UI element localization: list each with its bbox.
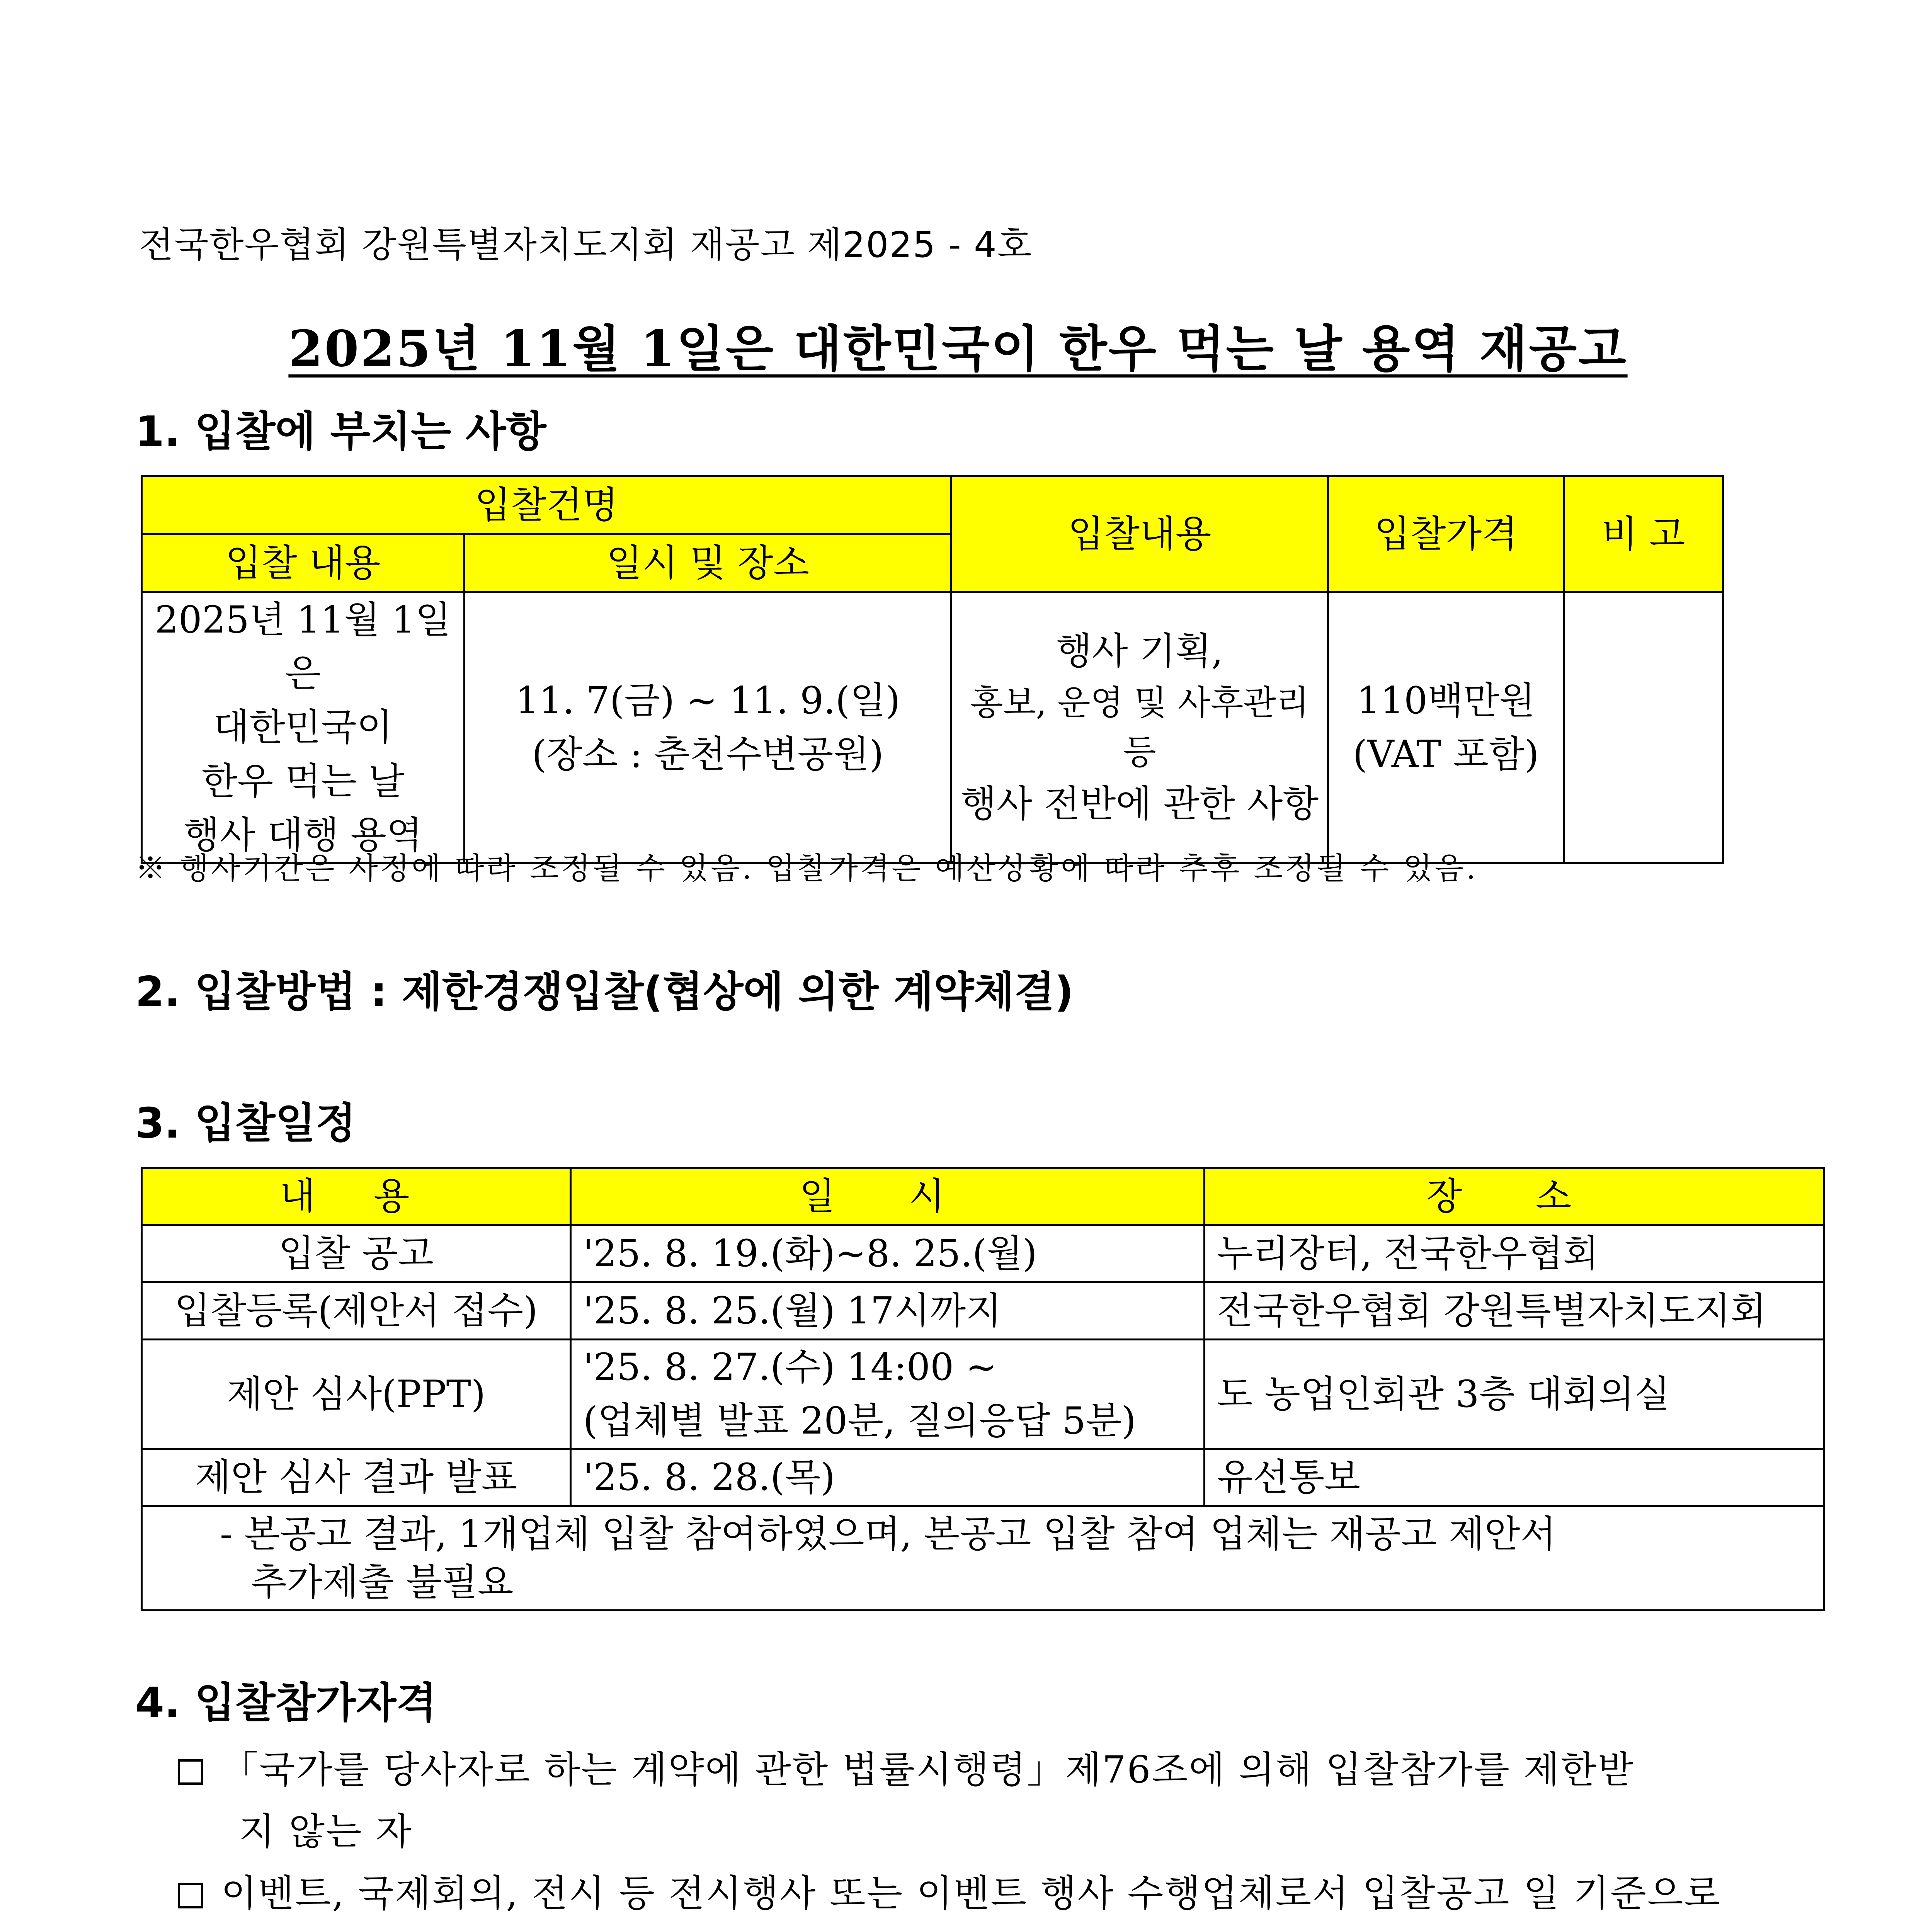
table-row (142, 1449, 1824, 1506)
header-schedule-date: 일 시 (571, 1168, 1205, 1225)
bid-content-line: 한우 먹는 날 (201, 759, 405, 803)
header-bid-content: 입찰 내용 (142, 534, 465, 592)
qualification-item (178, 1862, 1762, 1932)
table-row (142, 1225, 1824, 1282)
header-schedule-content: 내 용 (142, 1168, 571, 1225)
header-bid-price: 입찰가격 (1328, 476, 1564, 592)
schedule-date-line: '25. 8. 27.(수) 14:00 ~ (583, 1345, 997, 1389)
header-schedule-place: 장 소 (1205, 1168, 1824, 1225)
schedule-place: 전국한우협회 강원특별자치도지회 (1205, 1282, 1824, 1340)
table-row (142, 1282, 1824, 1340)
bid-content-line: 대한민국이 (213, 706, 393, 749)
qualification-cont: 지 않는 자 (239, 1810, 413, 1853)
header-bid-name: 입찰건명 (142, 476, 951, 534)
document-title: 2025년 11월 1일은 대한민국이 한우 먹는 날 용역 재공고 (288, 320, 1628, 378)
price-line: (VAT 포함) (1353, 732, 1539, 776)
schedule-place: 유선통보 (1205, 1449, 1824, 1506)
datetime-line: 11. 7(금) ~ 11. 9.(일) (515, 679, 900, 722)
cell-bid-detail (951, 592, 1328, 863)
qualification-text: 이벤트, 국제회의, 전시 등 전시행사 또는 이벤트 행사 수행업체로서 입찰공고 일 기준으로 (221, 1872, 1722, 1915)
price-line: 110백만원 (1356, 679, 1535, 722)
cell-bid-content (142, 592, 465, 863)
header-bid-detail: 입찰내용 (951, 476, 1328, 592)
cell-note (1564, 592, 1723, 863)
section1-heading: 1. 입찰에 부치는 사항 (135, 408, 546, 456)
remark-line: - 본공고 결과, 1개업체 입찰 참여하였으며, 본공고 입찰 참여 업체는 재공고 제안서 (220, 1512, 1556, 1556)
bid-detail-line: 홍보, 운영 및 사후관리 등 (970, 683, 1309, 772)
section4-heading: 4. 입찰참가자격 (135, 1679, 437, 1727)
header-datetime-place: 일시 및 장소 (465, 534, 951, 592)
schedule-place: 누리장터, 전국한우협회 (1205, 1225, 1824, 1282)
schedule-remark (142, 1506, 1824, 1611)
remark-line: 추가제출 불필요 (251, 1560, 514, 1604)
cell-datetime-place (465, 592, 951, 863)
checkbox-icon (178, 1883, 203, 1908)
schedule-date (571, 1340, 1205, 1449)
bid-schedule-table (141, 1167, 1825, 1611)
bid-content-line: 행사 대행 용역 (184, 813, 422, 857)
bid-item-table (141, 475, 1724, 864)
table-row (142, 1340, 1824, 1449)
qualification-cont (178, 1924, 1762, 1932)
checkbox-icon (178, 1759, 203, 1785)
qualification-item (178, 1739, 1762, 1862)
schedule-content: 제안 심사 결과 발표 (142, 1449, 571, 1506)
schedule-date: '25. 8. 28.(목) (571, 1449, 1205, 1506)
schedule-place: 도 농업인회관 3층 대회의실 (1205, 1340, 1824, 1449)
schedule-content: 제안 심사(PPT) (142, 1340, 571, 1449)
header-note: 비 고 (1564, 476, 1723, 592)
section3-heading: 3. 입찰일정 (135, 1099, 356, 1148)
place-line: (장소 : 춘천수변공원) (532, 732, 884, 776)
schedule-date: '25. 8. 19.(화)~8. 25.(월) (571, 1225, 1205, 1282)
bid-detail-line: 행사 기획, (1056, 629, 1223, 673)
bid-content-line: 2025년 11월 1일은 (155, 598, 451, 696)
section2-heading: 2. 입찰방법 : 제한경쟁입찰(협상에 의한 계약체결) (135, 968, 1074, 1016)
qualification-text: 「국가를 당사자로 하는 계약에 관한 법률시행령」제76조에 의해 입찰참가를 제한받 (221, 1748, 1635, 1791)
notice-number: 전국한우협회 강원특별자치도지회 재공고 제2025 - 4호 (139, 224, 1033, 265)
schedule-date-line: (업체별 발표 20분, 질의응답 5분) (583, 1399, 1136, 1443)
section1-footnote: ※ 행사기간은 사정에 따라 조정될 수 있음. 입찰가격은 예산상황에 따라 추후 조정될 수 있음. (135, 851, 1478, 886)
schedule-date: '25. 8. 25.(월) 17시까지 (571, 1282, 1205, 1340)
cell-bid-price (1328, 592, 1564, 863)
bid-detail-line: 행사 전반에 관한 사항 (960, 782, 1319, 825)
schedule-content: 입찰 공고 (142, 1225, 571, 1282)
schedule-content: 입찰등록(제안서 접수) (142, 1282, 571, 1340)
